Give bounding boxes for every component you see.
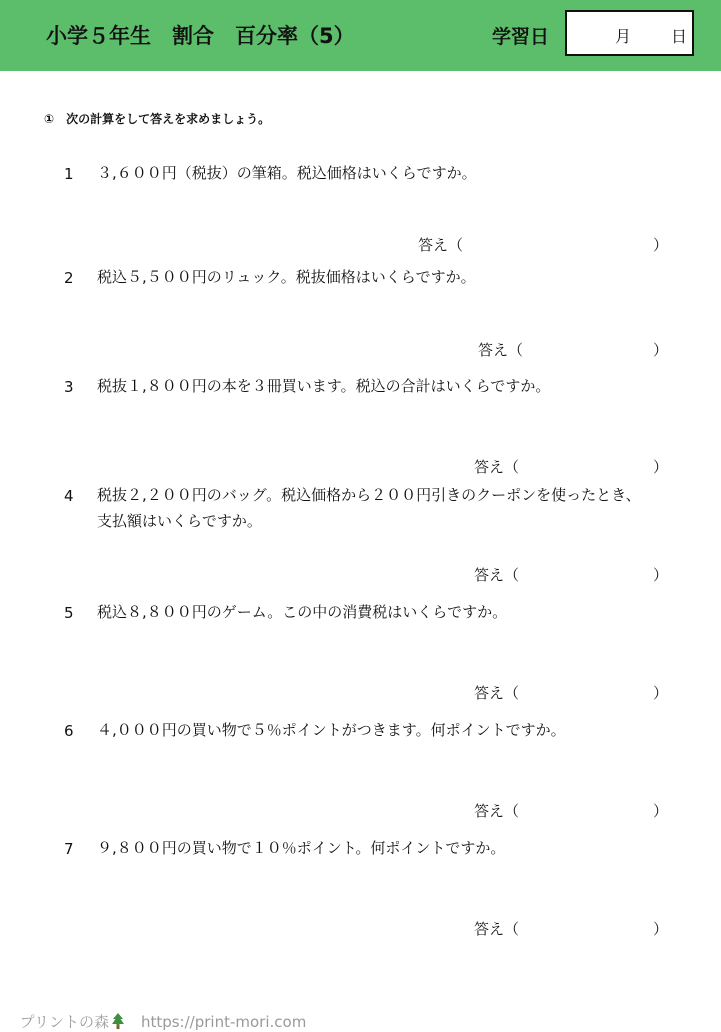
page-title: 小学５年生 割合 百分率（5） (46, 24, 355, 48)
answer-label: 答え（ (474, 458, 520, 476)
question-number: 3 (64, 378, 74, 396)
tree-icon (111, 1013, 125, 1029)
footer-site-name: プリントの森 (19, 1013, 109, 1031)
day-label: 日 (671, 27, 688, 46)
answer-label: 答え（ (474, 684, 520, 702)
answer-close: ） (653, 341, 669, 359)
question-text: ９,８００円の買い物で１０％ポイント。何ポイントですか。 (97, 839, 506, 857)
answer-close: ） (653, 920, 669, 938)
footer (10, 993, 306, 1032)
question-number: 5 (64, 604, 74, 622)
study-date-box[interactable] (565, 10, 694, 56)
question-number: 6 (64, 722, 74, 740)
answer-close: ） (653, 458, 669, 476)
question-number: 7 (64, 840, 74, 858)
question-number: 2 (64, 269, 74, 287)
header-bar (0, 0, 721, 71)
answer-label: 答え（ (474, 802, 520, 820)
footer-url-link[interactable]: https://print-mori.com (140, 1013, 307, 1031)
question-text: 税込８,８００円のゲーム。この中の消費税はいくらですか。 (97, 603, 508, 621)
answer-label: 答え（ (418, 236, 464, 254)
answer-close: ） (653, 802, 669, 820)
answer-label: 答え（ (474, 566, 520, 584)
study-date-label: 学習日 (492, 26, 550, 48)
answer-close: ） (653, 236, 669, 254)
instruction-text: ① 次の計算をして答えを求めましょう。 (44, 112, 271, 126)
question-text: ４,０００円の買い物で５％ポイントがつきます。何ポイントですか。 (97, 721, 566, 739)
answer-label: 答え（ (478, 341, 524, 359)
answer-label: 答え（ (474, 920, 520, 938)
question-text: ３,６００円（税抜）の筆箱。税込価格はいくらですか。 (97, 164, 477, 182)
question-text: 税抜２,２００円のバッグ。税込価格から２００円引きのクーポンを使ったとき、 支払額はいくらですか。 (97, 486, 641, 530)
question-text: 税抜１,８００円の本を３冊買います。税込の合計はいくらですか。 (97, 377, 551, 395)
question-text: 税込５,５００円のリュック。税抜価格はいくらですか。 (97, 268, 476, 286)
answer-close: ） (653, 566, 669, 584)
month-label: 月 (615, 27, 632, 46)
question-number: 1 (64, 165, 74, 183)
answer-close: ） (653, 684, 669, 702)
question-number: 4 (64, 487, 74, 505)
